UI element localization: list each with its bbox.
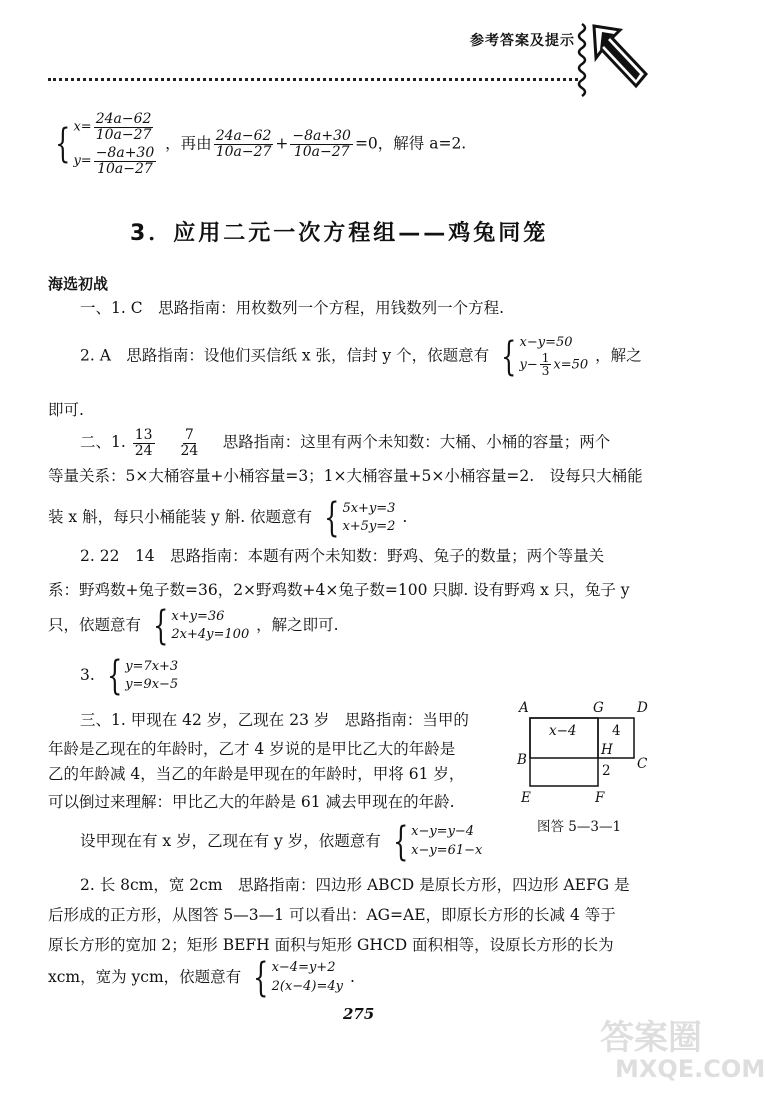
figure-label-c: C — [637, 756, 648, 772]
text: . — [349, 968, 355, 986]
system-row: x−y=y−4 — [411, 824, 475, 840]
answer-2-2-line2: 系：野鸡数+兔子数=36，2×野鸡数+4×兔子数=100 只脚. 设有野鸡 x 只，兔子 y — [48, 581, 630, 599]
figure-label-d: D — [637, 700, 648, 716]
text: ，解之 — [595, 346, 642, 365]
fraction-numerator: 13 — [134, 427, 153, 443]
arrow-icon — [590, 22, 650, 92]
text: =0，解得 a=2. — [354, 134, 467, 153]
fraction-denominator: 3 — [541, 364, 550, 379]
section-title: 3．应用二元一次方程组——鸡兔同笼 — [130, 221, 549, 246]
figure-label-b: B — [517, 752, 527, 768]
figure-cell-4: 4 — [612, 723, 621, 739]
system-row: x−4=y+2 — [271, 960, 336, 976]
system-row: y− — [519, 357, 538, 373]
equation-system: { x−y=y−4 x−y=61−x — [392, 819, 483, 865]
text: 3. — [80, 666, 95, 684]
answer-3-2-line4 — [48, 955, 355, 1001]
fraction-numerator: 24a−62 — [95, 111, 152, 127]
figure-label-a: A — [519, 700, 529, 716]
answer-2-3 — [80, 653, 180, 699]
wavy-line-decoration — [575, 24, 589, 96]
watermark-url: MXQE.COM — [615, 1055, 765, 1083]
fraction-denominator: 24 — [134, 442, 153, 459]
watermark-logo: 答案圈 — [600, 1018, 702, 1058]
text: 设甲现在有 x 岁，乙现在有 y 岁，依题意有 — [80, 832, 381, 850]
answer-3-2-line2: 后形成的正方形，从图答 5—3—1 可以看出：AG=AE，即原长方形的长减 4 等于 — [48, 906, 616, 924]
subheading: 海选初战 — [48, 275, 109, 293]
system-row: 2x+4y=100 — [171, 627, 250, 642]
answer-1-1: 一、1. C 思路指南：用枚数列一个方程，用钱数列一个方程. — [80, 299, 505, 317]
figure-caption: 图答 5—3—1 — [537, 819, 622, 835]
fraction-denominator: 10a−27 — [97, 161, 153, 178]
equation-system: { x−y=50 y− $\frac{1}{3}$ x=50 — [501, 333, 589, 380]
fraction-numerator: −8a+30 — [95, 145, 155, 162]
system-row: 2(x−4)=4y — [271, 979, 343, 994]
answer-3-2: 2. 长 8cm，宽 2cm 思路指南：四边形 ABCD 是原长方形，四边形 AEFG 是 — [80, 876, 630, 894]
system-row: y=7x+3 — [125, 659, 179, 675]
answer-2-1 — [80, 428, 610, 458]
page-number: 275 — [343, 1005, 375, 1023]
text: xcm，宽为 ycm，依题意有 — [48, 968, 242, 986]
figure-label-g: G — [593, 700, 604, 716]
sys-row1-lhs: x= — [73, 119, 92, 135]
system-row: y=9x−5 — [125, 677, 179, 692]
text: 二、1. — [80, 433, 126, 452]
plus-sign: + — [275, 134, 289, 153]
figure-label-f: F — [595, 790, 605, 806]
answer-3-1-line2: 年龄是乙现在的年龄时，乙才 4 岁说的是甲比乙大的年龄是 — [48, 740, 456, 758]
answer-3-1-line5 — [80, 819, 484, 865]
system-row: x−y=61−x — [411, 843, 483, 858]
equation-system: { 5x+y=3 x+5y=2 — [324, 495, 396, 541]
equation-system: { x−4=y+2 2(x−4)=4y — [253, 955, 343, 1001]
text: 2. A 思路指南：设他们买信纸 x 张，信封 y 个，依题意有 — [80, 346, 490, 365]
answer-2-1-line2: 等量关系：5×大桶容量+小桶容量=3；1×大桶容量+5×小桶容量=2. 设每只大桶能 — [48, 467, 643, 485]
system-row: 5x+y=3 — [342, 501, 396, 517]
system-row: x+5y=2 — [342, 519, 396, 534]
figure-cell-2: 2 — [602, 763, 611, 779]
system-row: x+y=36 — [171, 609, 225, 625]
text: ，解之即可. — [256, 616, 339, 634]
sys-row2-lhs: y= — [73, 154, 92, 170]
text: 只，依题意有 — [48, 616, 142, 634]
answer-2-2-line3 — [48, 603, 339, 649]
answer-1-2 — [80, 335, 642, 378]
text: . — [402, 508, 408, 526]
answer-2-1-line3 — [48, 495, 408, 541]
top-equation-line — [48, 112, 466, 177]
text: ，再由 — [165, 134, 212, 153]
fraction-numerator: 7 — [184, 427, 194, 443]
fraction-denominator: 24 — [180, 442, 199, 459]
answer-3-2-line3: 原长方形的宽加 2；矩形 BEFH 面积与矩形 GHCD 面积相等，设原长方形的长为 — [48, 936, 614, 954]
fraction-numerator: −8a+30 — [292, 128, 351, 145]
fraction-denominator: 10a−27 — [215, 143, 272, 160]
system-row: x−y=50 — [519, 335, 573, 350]
answer-3-1-line3: 乙的年龄减 4，当乙的年龄是甲现在的年龄时，甲将 61 岁， — [48, 765, 465, 783]
answer-3-1: 三、1. 甲现在 42 岁，乙现在 23 岁 思路指南：当甲的 — [80, 711, 469, 729]
equation-system: { y=7x+3 y=9x−5 — [106, 653, 179, 699]
answer-1-2-cont: 即可. — [48, 401, 84, 419]
figure-label-e: E — [521, 790, 531, 806]
header-dotted-rule — [48, 78, 578, 81]
figure-cell-x-minus-4: x−4 — [549, 723, 577, 739]
text: 思路指南：这里有两个未知数：大桶、小桶的容量；两个 — [207, 433, 611, 452]
system-row: x=50 — [553, 357, 589, 373]
answer-3-1-line4: 可以倒过来理解：甲比乙大的年龄是 61 减去甲现在的年龄. — [48, 793, 455, 811]
running-header: 参考答案及提示 — [470, 33, 575, 49]
fraction-denominator: 10a−27 — [293, 143, 350, 160]
text: 装 x 斛，每只小桶能装 y 斛. 依题意有 — [48, 508, 313, 526]
equation-system: { x+y=36 2x+4y=100 — [153, 603, 250, 649]
fraction-numerator: 24a−62 — [215, 128, 272, 145]
equation-system: { x= $\frac{24a-62}{10a-27}$ y= $\frac{-8a+30}{10a-27}$ — [55, 111, 155, 178]
fraction-numerator: 1 — [541, 350, 550, 365]
fraction-denominator: 10a−27 — [95, 126, 152, 143]
figure-label-h: H — [601, 742, 613, 758]
answer-2-2: 2. 22 14 思路指南：本题有两个未知数：野鸡、兔子的数量；两个等量关 — [80, 547, 605, 565]
